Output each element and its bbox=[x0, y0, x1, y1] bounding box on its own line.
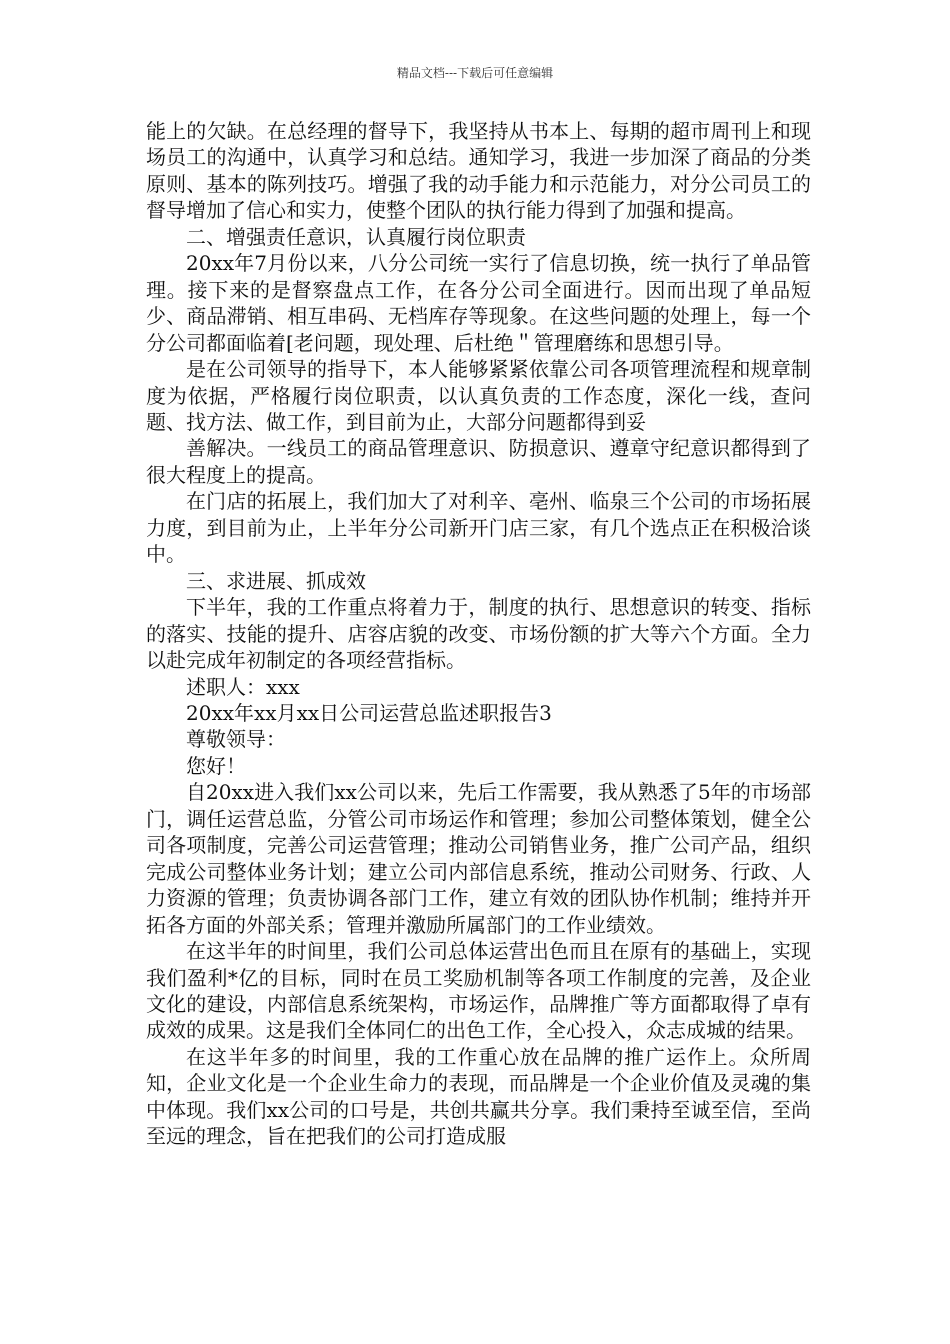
paragraph: 善解决。一线员工的商品管理意识、防损意识、遵章守纪意识都得到了很大程度上的提高。 bbox=[146, 436, 811, 487]
document-body bbox=[146, 118, 811, 1150]
report-title-line: 20xx年xx月xx日公司运营总监述职报告3 bbox=[186, 700, 552, 725]
reporter-line: 述职人：xxx bbox=[186, 674, 300, 699]
section-heading: 二、增强责任意识，认真履行岗位职责 bbox=[186, 224, 526, 249]
greeting: 您好！ bbox=[186, 753, 246, 778]
salutation: 尊敬领导： bbox=[186, 727, 286, 752]
section-heading: 三、求进展、抓成效 bbox=[186, 568, 366, 593]
paragraph: 自20xx进入我们xx公司以来，先后工作需要，我从熟悉了5年的市场部门，调任运营总监，分管公司市场运作和管理；参加公司整体策划，健全公司各项制度，完善公司运营管理；推动公司销售业务，推广公司产品，组织完成公司整体业务计划；建立公司内部信息系统，推动公司财务、行政、人力资源的管理；负责协调各部门工作，建立有效的团队协作机制；维持并开拓各方面的外部关系；管理并激励所属部门的工作业绩效。 bbox=[146, 780, 811, 937]
page-header: 精品文档---下载后可任意编辑 bbox=[396, 66, 554, 80]
paragraph: 能上的欠缺。在总经理的督导下，我坚持从书本上、每期的超市周刊上和现场员工的沟通中，认真学习和总结。通知学习，我进一步加深了商品的分类原则、基本的陈列技巧。增强了我的动手能力和示范能力，对分公司员工的督导增加了信心和实力，使整个团队的执行能力得到了加强和提高。 bbox=[146, 119, 811, 223]
paragraph: 20xx年7月份以来，八分公司统一实行了信息切换，统一执行了单品管理。接下来的是督察盘点工作，在各分公司全面进行。因而出现了单品短少、商品滞销、相互串码、无档库存等现象。在这些问题的处理上，每一个分公司都面临着[老问题，现处理、后杜绝＂管理磨练和思想引导。 bbox=[146, 251, 811, 355]
paragraph: 是在公司领导的指导下，本人能够紧紧依靠公司各项管理流程和规章制度为依据，严格履行岗位职责，以认真负责的工作态度，深化一线，查问题、找方法、做工作，到目前为止，大部分问题都得到妥 bbox=[146, 357, 811, 434]
paragraph: 下半年，我的工作重点将着力于，制度的执行、思想意识的转变、指标的落实、技能的提升、店容店貌的改变、市场份额的扩大等六个方面。全力以赴完成年初制定的各项经营指标。 bbox=[146, 595, 811, 673]
paragraph: 在这半年的时间里，我们公司总体运营出色而且在原有的基础上，实现我们盈利*亿的目标，同时在员工奖励机制等各项工作制度的完善，及企业文化的建设，内部信息系统架构，市场运作，品牌推广等方面都取得了卓有成效的成果。这是我们全体同仁的出色工作，全心投入，众志成城的结果。 bbox=[146, 939, 811, 1043]
paragraph: 在这半年多的时间里，我的工作重心放在品牌的推广运作上。众所周知，企业文化是一个企业生命力的表现，而品牌是一个企业价值及灵魂的集中体现。我们xx公司的口号是，共创共赢共分享。我们秉持至诚至信，至尚至远的理念，旨在把我们的公司打造成服 bbox=[146, 1044, 811, 1149]
paragraph: 在门店的拓展上，我们加大了对利辛、亳州、临泉三个公司的市场拓展力度，到目前为止，上半年分公司新开门店三家，有几个选点正在积极洽谈中。 bbox=[146, 489, 811, 567]
